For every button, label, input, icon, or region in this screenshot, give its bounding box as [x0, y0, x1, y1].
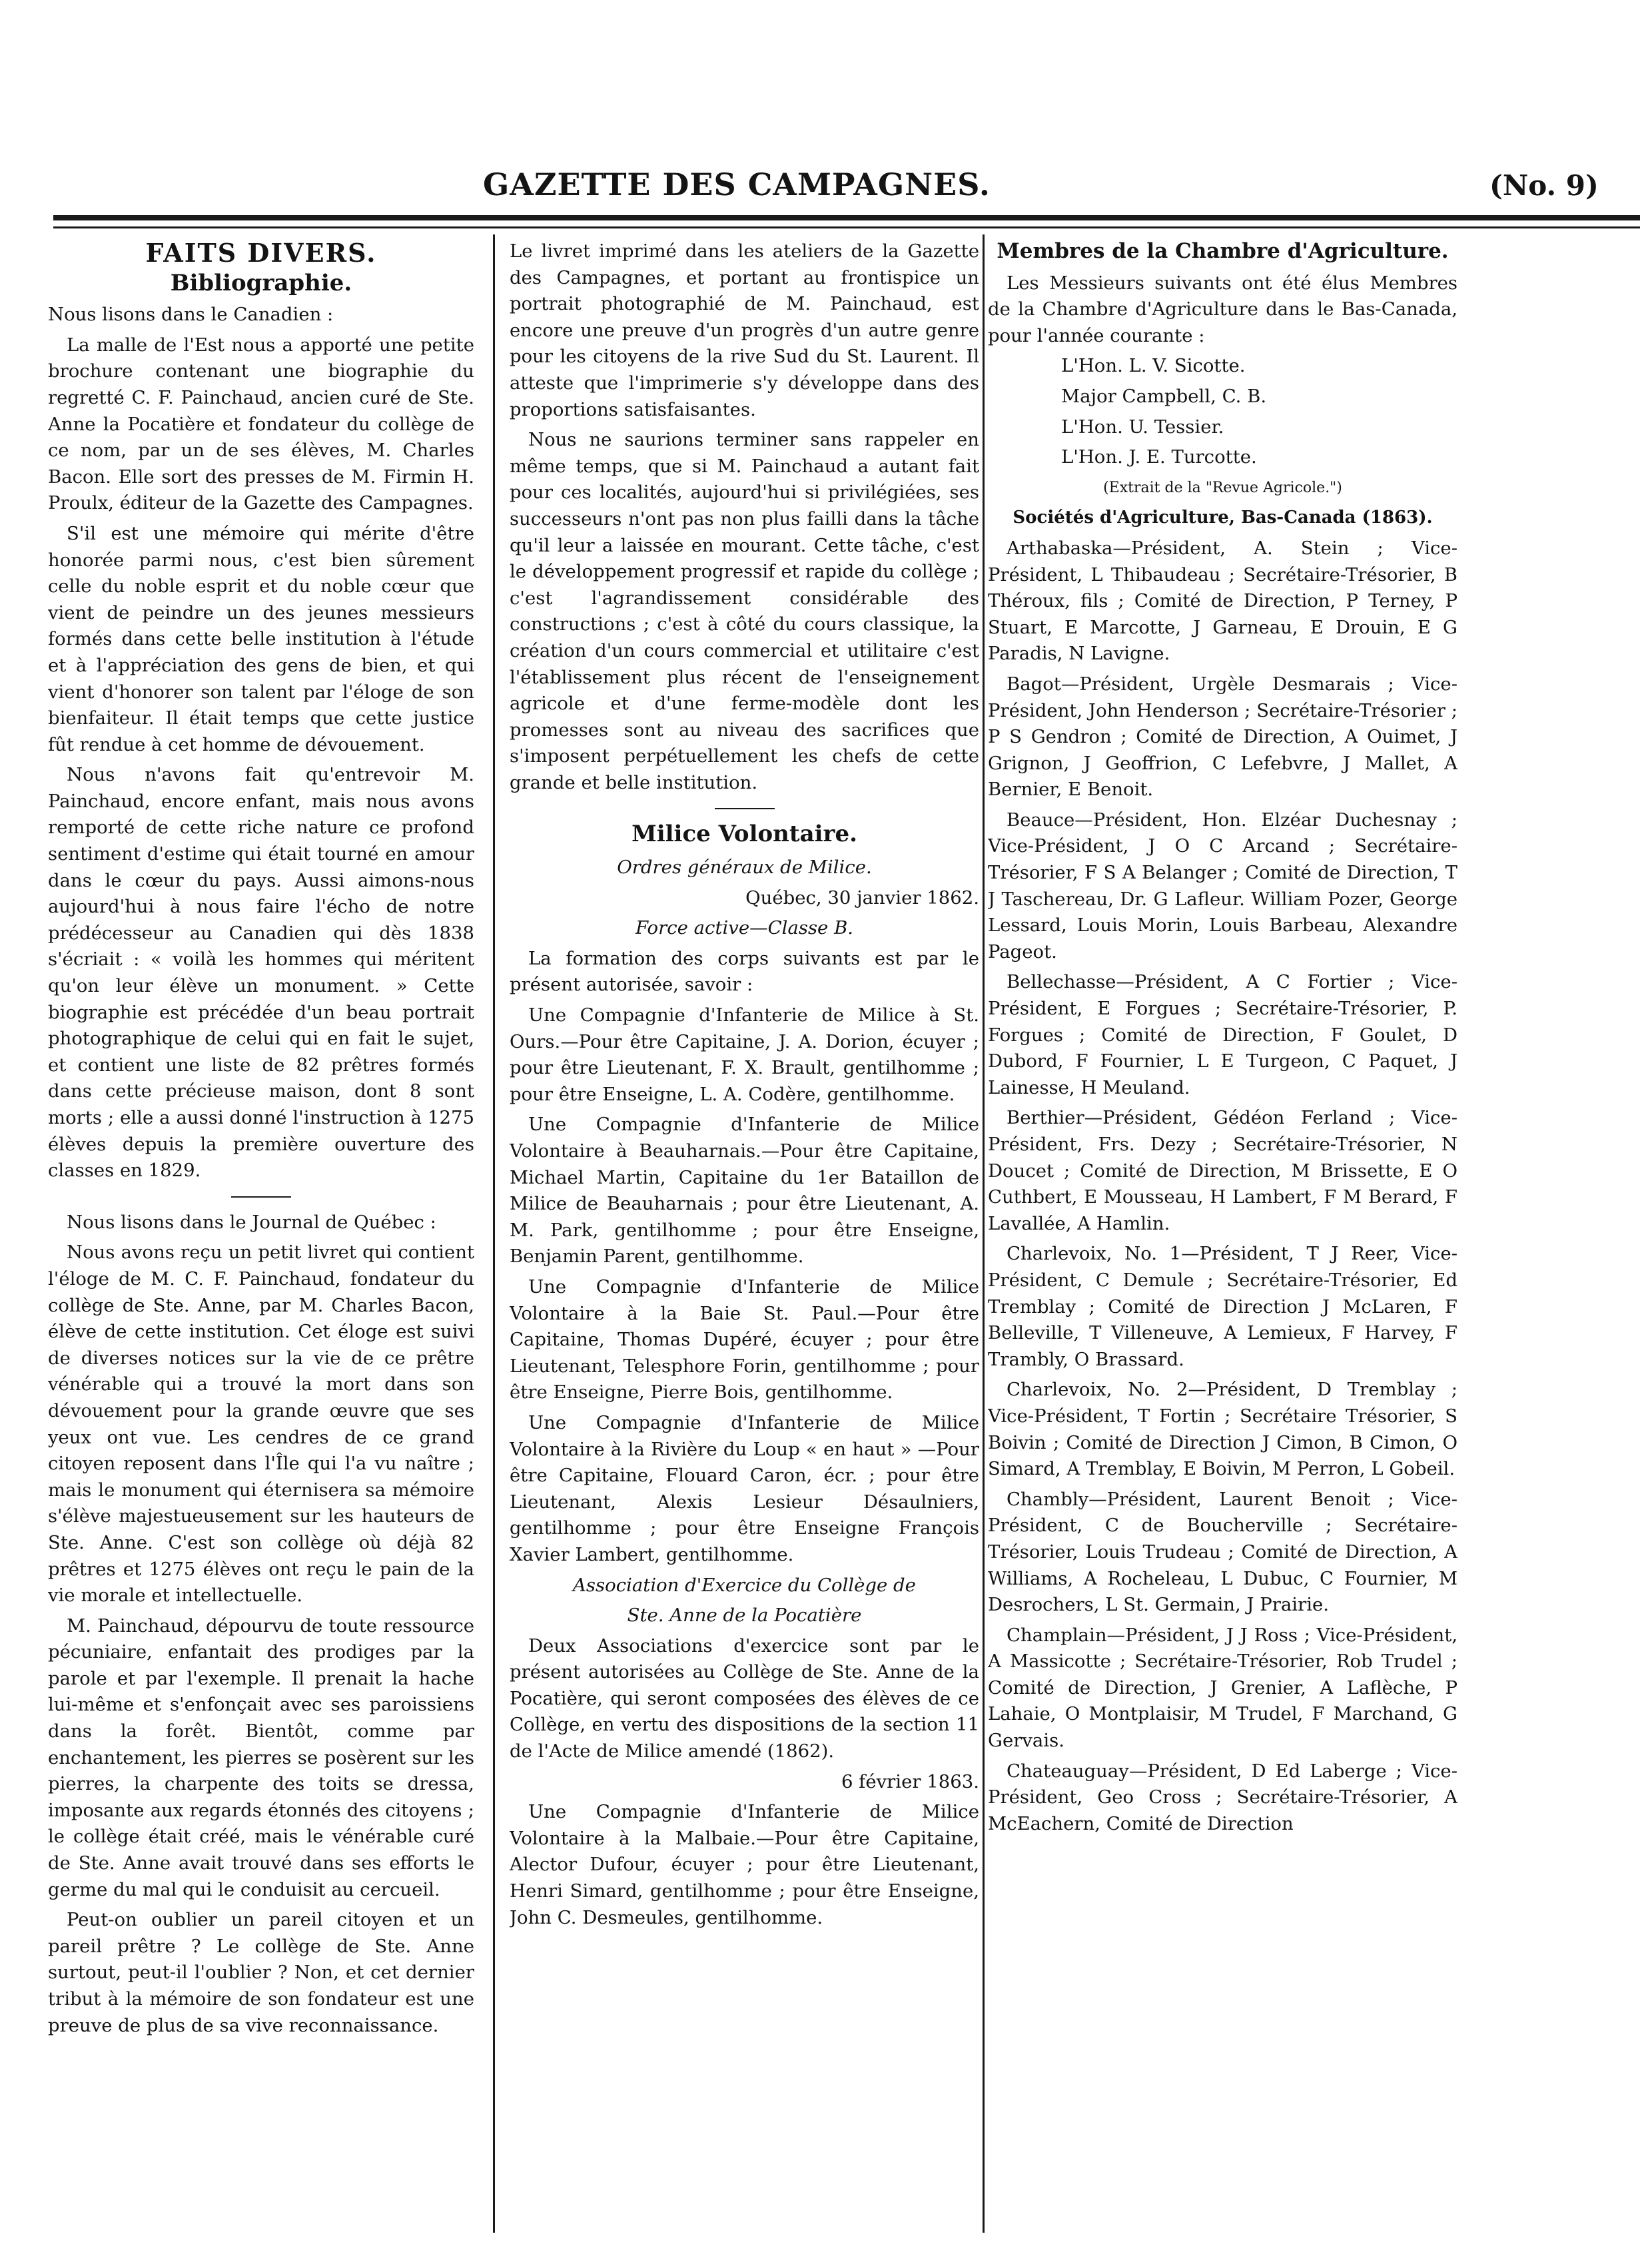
- column-3: [988, 238, 1457, 1841]
- header-rule-thin: [53, 226, 1640, 228]
- paragraph: Nous n'avons fait qu'entrevoir M. Painchaud, encore enfant, mais nous avons remporté de cette riche nature ce profond sentiment d'estime qui était tourné en amour dans le cœur du pays. Aussi aimons-nous aujourd'hui à nous faire l'écho de notre prédécesseur au Canadien qui dès 1838 s'écriait : « voilà les hommes qui méritent qu'on leur élève un monument. » Cette biographie est précédée d'un beau portrait photographique de celui qui en fait le sujet, et contient une liste de 82 prêtres formés dans cette précieuse maison, dont 8 sont morts ; elle a aussi donné l'instruction à 1275 élèves depuis la première ouverture des classes en 1829.: [48, 764, 474, 1182]
- column-1: [48, 238, 474, 2043]
- paragraph: Une Compagnie d'Infanterie de Milice Volontaire à Beauharnais.—Pour être Capitaine, Michael Martin, Capitaine du 1er Bataillon de Milice de Beauharnais ; pour être Lieutenant, A. M. Park, gentilhomme ; pour être Enseigne, Benjamin Parent, gentilhomme.: [510, 1114, 979, 1268]
- society-entry: Chateauguay—Président, D Ed Laberge ; Vice-Président, Geo Cross ; Secrétaire-Trésorier, A McEachern, Comité de Direction: [988, 1760, 1457, 1834]
- masthead-title: GAZETTE DES CAMPAGNES.: [483, 167, 991, 202]
- society-entry: Charlevoix, No. 2—Président, D Tremblay ; Vice-Président, T Fortin ; Secrétaire Trésorier, S Boivin ; Comité de Direction J Cimon, B Cimon, O Simard, A Tremblay, E Boivin, M Perron, L Gobeil.: [988, 1379, 1457, 1480]
- society-entry: Champlain—Président, J J Ross ; Vice-Président, A Massicotte ; Secrétaire-Trésorier, Rob Trudel ; Comité de Direction, J Grenier, A Laflèche, P Lahaie, O Montplaisir, M Trudel, F Marchand, G Gervais.: [988, 1624, 1457, 1752]
- column-2: [510, 238, 979, 1935]
- milice-volontaire-heading: Milice Volontaire.: [631, 821, 857, 848]
- paragraph: M. Painchaud, dépourvu de toute ressource pécuniaire, enfantait des prodiges par la parole et par l'exemple. Il prenait la hache lui-même et s'enfonçait avec ses paroissiens dans la forêt. Bientôt, comme par enchantement, les pierres se posèrent sur les pierres, la charpente des toits se dressa, imposante aux regards étonnés des citoyens ; le collège était créé, mais le vénérable curé de Ste. Anne avait trouvé dans ses efforts le germe du mal qui le conduisit au cercueil.: [48, 1615, 474, 1900]
- paragraph: Nous avons reçu un petit livret qui contient l'éloge de M. C. F. Painchaud, fondateur du collège de Ste. Anne, par M. Charles Bacon, élève de cette institution. Cet éloge est suivi de diverses notices sur la vie de ce prêtre vénérable qui a trouvé la mort dans son dévouement pour la grande œuvre que ses yeux ont vue. Les cendres de ce grand citoyen reposent dans l'Île qui l'a vu naître ; mais le monument qui éternisera sa mémoire s'élève majestueusement sur les hauteurs de Ste. Anne. C'est son collège où déjà 82 prêtres et 1275 élèves ont reçu le pain de la vie morale et intellectuelle.: [48, 1242, 474, 1607]
- paragraph: Une Compagnie d'Infanterie de Milice Volontaire à la Malbaie.—Pour être Capitaine, Alector Dufour, écuyer ; pour être Lieutenant, Henri Simard, gentilhomme ; pour être Enseigne, John C. Desmeules, gentilhomme.: [510, 1801, 979, 1928]
- dateline-2: 6 février 1863.: [841, 1770, 979, 1792]
- chambre-agriculture-heading: Membres de la Chambre d'Agriculture.: [997, 239, 1449, 263]
- column-divider-1: [493, 234, 495, 2233]
- source-journal-quebec: Nous lisons dans le Journal de Québec :: [67, 1211, 436, 1233]
- paragraph: Deux Associations d'exercice sont par le présent autorisées au Collège de Ste. Anne de la Pocatière, qui seront composées des élèves de ce Collège, en vertu des dispositions de la section 11 de l'Acte de Milice amendé (1862).: [510, 1635, 979, 1762]
- bibliographie-heading: Bibliographie.: [170, 269, 352, 296]
- column-divider-2: [983, 234, 985, 2233]
- society-entry: Bellechasse—Président, A C Fortier ; Vice-Président, E Forgues ; Secrétaire-Trésorier, P. Forgues ; Comité de Direction, F Goulet, D Dubord, F Fournier, L E Turgeon, C Paquet, J Lainesse, H Meuland.: [988, 971, 1457, 1098]
- source-canadien: Nous lisons dans le Canadien :: [48, 304, 334, 326]
- association-heading-2: Ste. Anne de la Pocatière: [627, 1605, 862, 1627]
- issue-number: (No. 9): [1489, 169, 1599, 202]
- society-entry: Arthabaska—Président, A. Stein ; Vice-Président, L Thibaudeau ; Secrétaire-Trésorier, B Théroux, fils ; Comité de Direction, P Terney, P Stuart, E Marcotte, J Garneau, E Drouin, E G Paradis, N Lavigne.: [988, 537, 1457, 665]
- dateline: Québec, 30 janvier 1862.: [745, 887, 979, 909]
- member-name: L'Hon. J. E. Turcotte.: [1061, 446, 1257, 468]
- society-entry: Beauce—Président, Hon. Elzéar Duchesnay ; Vice-Président, J O C Arcand ; Secrétaire-Trésorier, F S A Belanger ; Comité de Direction, T J Taschereau, Dr. G Lafleur. William Pozer, George Lessard, Louis Morin, Louis Barbeau, Alexandre Pageot.: [988, 809, 1457, 962]
- societes-heading: Sociétés d'Agriculture, Bas-Canada (1863).: [1013, 508, 1433, 528]
- force-active: Force active—Classe B.: [635, 917, 854, 939]
- society-entry: Berthier—Président, Gédéon Ferland ; Vice-Président, Frs. Dezy ; Secrétaire-Trésorier, N Doucet ; Comité de Direction, M Brissette, E O Cuthbert, E Mousseau, H Lambert, F M Berard, F Lavallée, A Hamlin.: [988, 1107, 1457, 1234]
- association-heading-1: Association d'Exercice du Collège de: [573, 1574, 916, 1596]
- extrait-note: (Extrait de la "Revue Agricole."): [1103, 479, 1342, 496]
- paragraph: Les Messieurs suivants ont été élus Membres de la Chambre d'Agriculture dans le Bas-Canada, pour l'année courante :: [988, 272, 1457, 346]
- paragraph: La formation des corps suivants est par le présent autorisée, savoir :: [510, 947, 979, 996]
- member-name: L'Hon. U. Tessier.: [1061, 416, 1224, 438]
- paragraph: Nous ne saurions terminer sans rappeler en même temps, que si M. Painchaud a autant fait pour ces localités, aujourd'hui si privilégiées, ses successeurs n'ont pas non plus failli dans la tâche qu'il leur a laissée en mourant. Cette tâche, c'est le développement progressif et rapide du collège ; c'est l'agrandissement considérable des constructions ; c'est à côté du cours classique, la création d'un cours commercial et utilitaire c'est l'établissement plus récent de l'enseignement agricole et d'une ferme-modèle dont les promesses sont au niveau des sacrifices que s'imposent perpétuellement les chefs de cette grande et belle institution.: [510, 429, 979, 793]
- society-entry: Charlevoix, No. 1—Président, T J Reer, Vice-Président, C Demule ; Secrétaire-Trésorier, Ed Tremblay ; Comité de Direction J McLaren, F Belleville, T Villeneuve, A Lemieux, F Harvey, F Trambly, O Brassard.: [988, 1243, 1457, 1370]
- ordres-generaux: Ordres généraux de Milice.: [617, 857, 872, 879]
- society-entry: Chambly—Président, Laurent Benoit ; Vice-Président, C de Boucherville ; Secrétaire-Trésorier, Louis Trudeau ; Comité de Direction, A Williams, A Rocheleau, L Dubuc, C Fournier, M Desrochers, L St. Germain, J Prairie.: [988, 1488, 1457, 1616]
- separator-rule: [715, 808, 775, 809]
- member-name: L'Hon. L. V. Sicotte.: [1061, 355, 1246, 377]
- faits-divers-heading: FAITS DIVERS.: [145, 238, 377, 268]
- paragraph: Une Compagnie d'Infanterie de Milice à St. Ours.—Pour être Capitaine, J. A. Dorion, écuyer ; pour être Lieutenant, F. X. Brault, gentilhomme ; pour être Enseigne, L. A. Codère, gentilhomme.: [510, 1004, 979, 1105]
- society-entry: Bagot—Président, Urgèle Desmarais ; Vice-Président, John Henderson ; Secrétaire-Trésorier ; P S Gendron ; Comité de Direction, A Ouimet, J Grignon, J Geoffrion, C Lefebvre, J Mallet, A Bernier, E Benoit.: [988, 673, 1457, 801]
- paragraph: S'il est une mémoire qui mérite d'être honorée parmi nous, c'est bien sûrement celle du noble esprit et du noble cœur que vient de peindre un des jeunes messieurs formés dans cette belle institution à l'étude et à l'appréciation des gens de bien, et qui vient d'honorer son talent par l'éloge de son bienfaiteur. Il était temps que cette justice fût rendue à cet homme de dévouement.: [48, 522, 474, 755]
- header-rule-thick: [53, 215, 1640, 220]
- paragraph: Peut-on oublier un pareil citoyen et un pareil prêtre ? Le collège de Ste. Anne surtout, peut-il l'oublier ? Non, et cet dernier tribut à la mémoire de son fondateur est une preuve de plus de sa vive reconnaissance.: [48, 1909, 474, 2036]
- paragraph: Une Compagnie d'Infanterie de Milice Volontaire à la Rivière du Loup « en haut » —Pour être Capitaine, Flouard Caron, écr. ; pour être Lieutenant, Alexis Lesieur Désaulniers, gentilhomme ; pour être Enseigne François Xavier Lambert, gentilhomme.: [510, 1411, 979, 1565]
- paragraph: La malle de l'Est nous a apporté une petite brochure contenant une biographie du regretté C. F. Painchaud, ancien curé de Ste. Anne la Pocatière et fondateur du collège de ce nom, par un de ses élèves, M. Charles Bacon. Elle sort des presses de M. Firmin H. Proulx, éditeur de la Gazette des Campagnes.: [48, 334, 474, 514]
- paragraph: Une Compagnie d'Infanterie de Milice Volontaire à la Baie St. Paul.—Pour être Capitaine, Thomas Dupéré, écuyer ; pour être Lieutenant, Telesphore Forin, gentilhomme ; pour être Enseigne, Pierre Bois, gentilhomme.: [510, 1276, 979, 1403]
- member-name: Major Campbell, C. B.: [1061, 385, 1267, 407]
- separator-rule: [231, 1196, 291, 1198]
- paragraph: Le livret imprimé dans les ateliers de la Gazette des Campagnes, et portant au frontispice un portrait photographié de M. Painchaud, est encore une preuve d'un progrès d'un autre genre pour les citoyens de la rive Sud du St. Laurent. Il atteste que l'imprimerie s'y développe dans des proportions satisfaisantes.: [510, 240, 979, 420]
